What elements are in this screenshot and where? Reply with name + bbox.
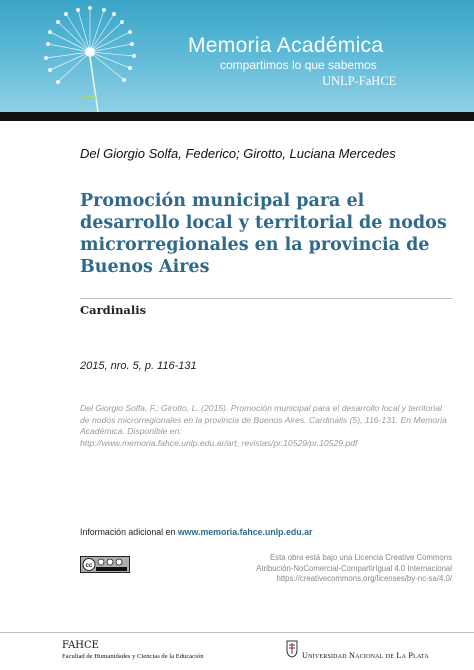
fahce-logo-text: FAHCE: [62, 640, 99, 651]
additional-info-label: Información adicional en: [80, 527, 178, 537]
issue-info: 2015, nro. 5, p. 116-131: [80, 360, 197, 372]
citation: Del Giorgio Solfa, F.; Girotto, L. (2015). Promoción municipal para el desarrollo local y territorial de nodos microrregionales en la provincia de Buenos Aires. Cardinalis (5), 116-131. En Memoria Académica. Disponible en: http://www.memoria.fahce.unlp.edu.ar/art_revistas/pr.10529/pr.10529.pdf: [80, 403, 447, 448]
brand-title: Memoria Académica: [188, 34, 384, 57]
authors: Del Giorgio Solfa, Federico; Girotto, Luciana Mercedes: [80, 146, 396, 161]
unlp-seal-icon: [285, 640, 299, 658]
header-divider: [0, 112, 474, 121]
header-banner: [0, 0, 474, 112]
brand-unit: UNLP-FaHCE: [322, 74, 397, 88]
license-line-2: Atribución-NoComercial-CompartirIgual 4.0 Internacional: [256, 563, 452, 573]
cc-icon: [81, 557, 129, 572]
license-url[interactable]: https://creativecommons.org/licenses/by-nc-sa/4.0/: [276, 574, 452, 583]
cc-license-badge[interactable]: [80, 556, 130, 573]
license-text: [222, 553, 452, 585]
article-title: Promoción municipal para el desarrollo local y territorial de nodos microrregionales en la provincia de Buenos Aires: [80, 191, 447, 277]
footer-divider: [0, 632, 474, 633]
brand-subtitle: compartimos lo que sabemos: [220, 58, 377, 72]
additional-info: [80, 527, 312, 537]
section-divider: [80, 298, 452, 299]
unlp-name: Universidad Nacional de La Plata: [302, 651, 429, 660]
svg-text:cc: cc: [85, 563, 93, 569]
dandelion-icon: [20, 0, 150, 112]
repository-link[interactable]: www.memoria.fahce.unlp.edu.ar: [177, 527, 313, 537]
journal-name: Cardinalis: [80, 303, 147, 317]
license-line-1: Esta obra está bajo una Licencia Creative Commons: [269, 553, 452, 562]
fahce-full-name: Facultad de Humanidades y Ciencias de la Educación: [62, 653, 204, 660]
